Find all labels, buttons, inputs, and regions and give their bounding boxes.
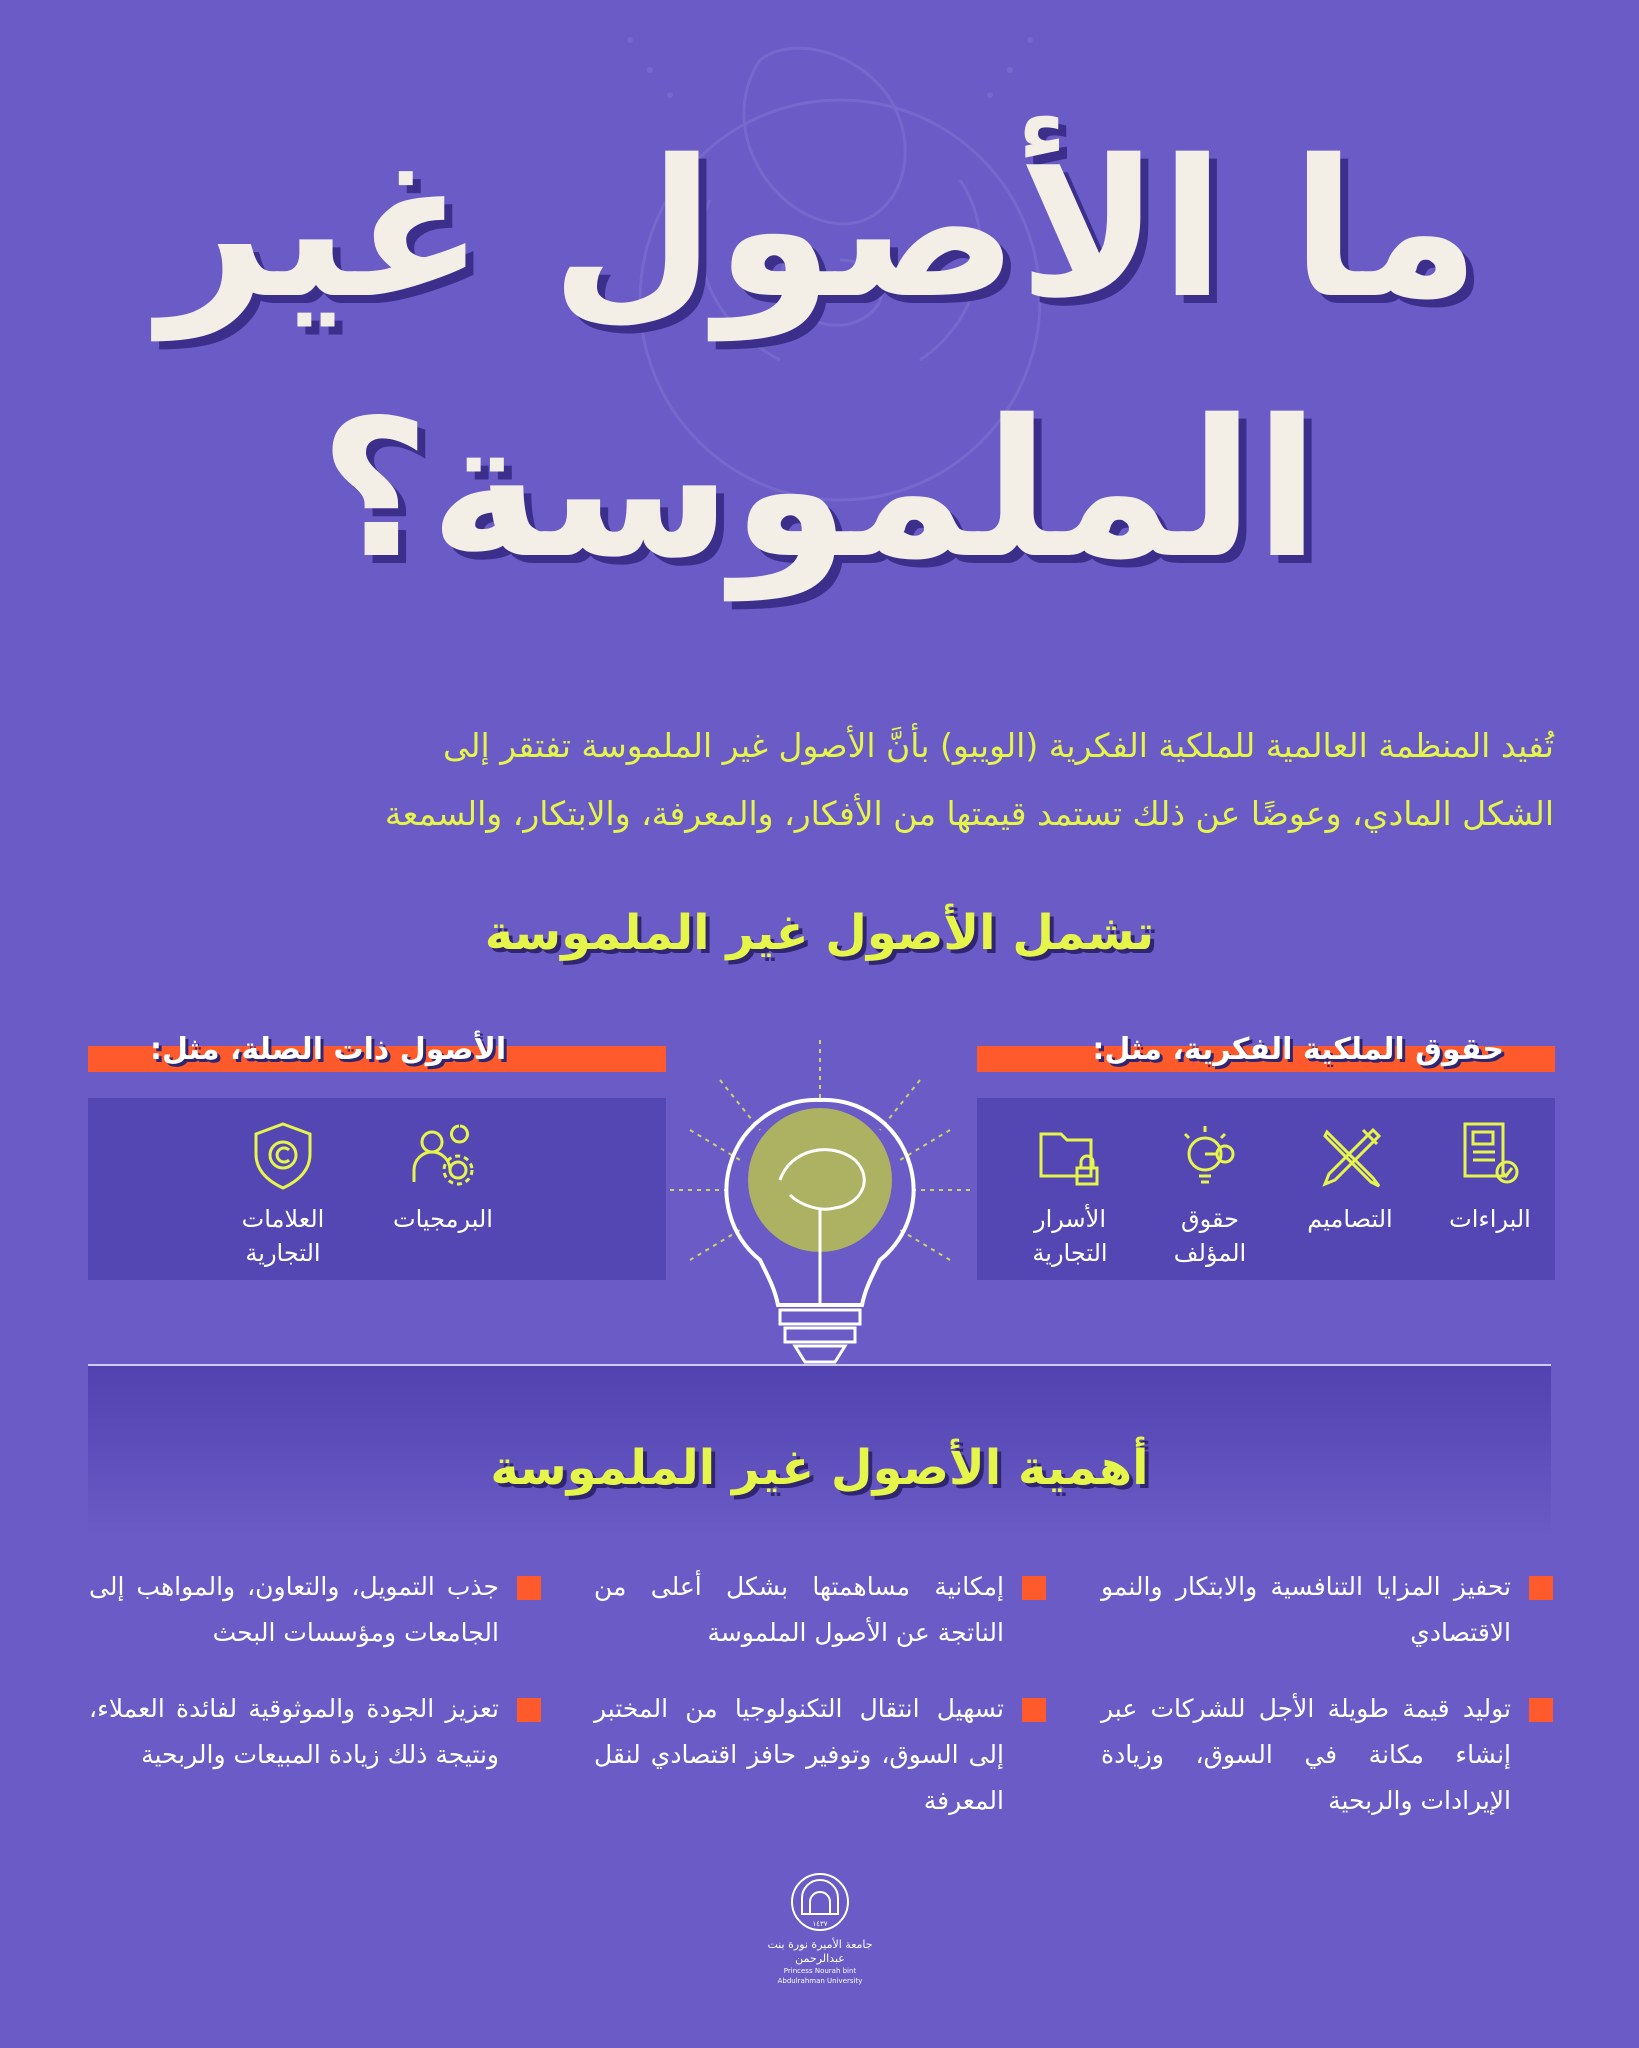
logo-arabic-name: جامعة الأميرة نورة بنت عبدالرحمن [767, 1938, 873, 1965]
related-item-label: العلامات التجارية [241, 1205, 325, 1267]
intro-line1: تُفيد المنظمة العالمية للملكية الفكرية (الويبو) بأنَّ الأصول غير الملموسة تفتقر إلى [442, 726, 1554, 765]
lightbulb-brain-icon [660, 1030, 980, 1370]
university-logo [760, 1870, 880, 1986]
bullet-square [517, 1576, 541, 1600]
bullet-square [1022, 1576, 1046, 1600]
university-emblem-icon [788, 1870, 852, 1934]
importance-item: جذب التمويل، والتعاون، والمواهب إلى الجامعات ومؤسسات البحث [89, 1564, 499, 1656]
ip-item-label: التصاميم [1307, 1205, 1393, 1233]
ip-item-designs [1285, 1120, 1415, 1236]
importance-item: تسهيل انتقال التكنولوجيا من المختبر إلى السوق، وتوفير حافز اقتصادي لنقل المعرفة [594, 1686, 1004, 1824]
intro-paragraph [85, 712, 1554, 848]
related-item-trademarks [218, 1120, 348, 1270]
importance-item: تحفيز المزايا التنافسية والابتكار والنمو الاقتصادي [1101, 1564, 1511, 1656]
design-tools-icon [1315, 1120, 1385, 1192]
software-person-gear-icon [408, 1120, 478, 1192]
logo-year: ١٤٣٧ [812, 1920, 828, 1928]
related-item-label: البرمجيات [393, 1205, 493, 1233]
copyright-bulb-key-icon [1175, 1120, 1245, 1192]
shield-copyright-icon [248, 1120, 318, 1192]
importance-heading: أهمية الأصول غير الملموسة [490, 1440, 1149, 1496]
related-item-software [378, 1120, 508, 1236]
ip-item-copyright [1145, 1120, 1275, 1270]
logo-english-name: Princess Nourah bint Abdulrahman University [777, 1967, 863, 1985]
ip-category-label: حقوق الملكية الفكرية، مثل: [1092, 1032, 1504, 1067]
ip-item-label: الأسرار التجارية [1032, 1205, 1108, 1267]
patent-certificate-icon [1455, 1120, 1525, 1192]
importance-item: إمكانية مساهمتها بشكل أعلى من الناتجة عن الأصول الملموسة [594, 1564, 1004, 1656]
locked-folder-icon [1035, 1120, 1105, 1192]
bullet-square [1022, 1698, 1046, 1722]
importance-item: تعزيز الجودة والموثوقية لفائدة العملاء، ونتيجة ذلك زيادة المبيعات والربحية [89, 1686, 499, 1778]
bullet-square [1529, 1698, 1553, 1722]
ip-category-panel [977, 1098, 1555, 1280]
related-category-panel [88, 1098, 666, 1280]
importance-item: توليد قيمة طويلة الأجل للشركات عبر إنشاء مكانة في السوق، وزيادة الإيرادات والربحية [1101, 1686, 1511, 1824]
ip-item-patents [1425, 1120, 1555, 1236]
page-title-line1: ما الأصول غير [158, 119, 1480, 340]
related-category-label: الأصول ذات الصلة، مثل: [150, 1032, 507, 1067]
ip-item-trade-secrets [1005, 1120, 1135, 1270]
intro-line2: الشكل المادي، وعوضًا عن ذلك تستمد قيمتها من الأفكار، والمعرفة، والابتكار، والسمعة [384, 794, 1554, 833]
ip-item-label: البراءات [1449, 1205, 1531, 1233]
includes-heading: تشمل الأصول غير الملموسة [484, 905, 1155, 961]
ip-item-label: حقوق المؤلف [1173, 1205, 1247, 1267]
bullet-square [1529, 1576, 1553, 1600]
page-title-line2: الملموسة؟ [319, 379, 1320, 600]
bullet-square [517, 1698, 541, 1722]
